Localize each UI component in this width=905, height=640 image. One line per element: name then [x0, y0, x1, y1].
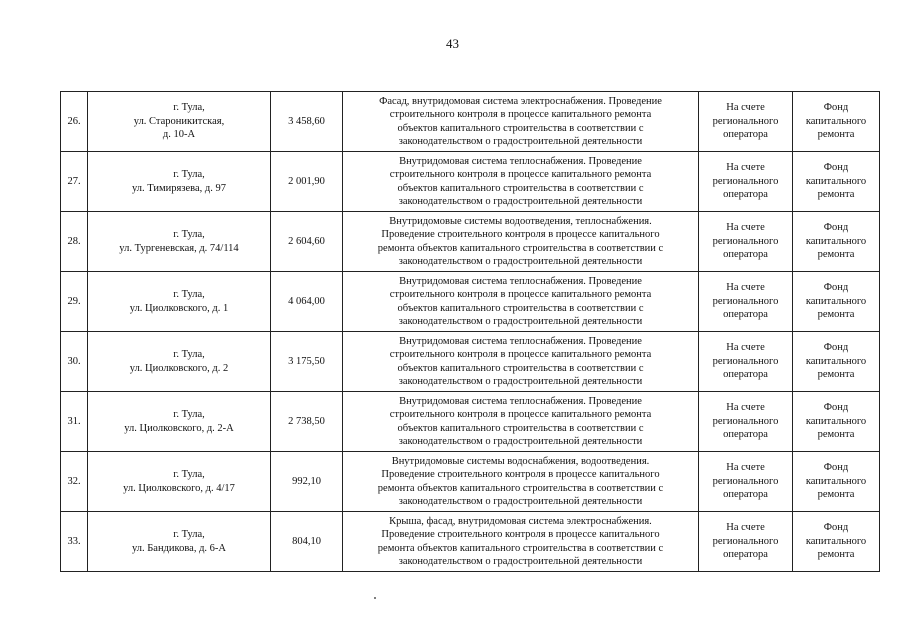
row-number: 29.	[61, 272, 88, 332]
fund-line: капитального	[805, 475, 867, 487]
cost-cell: 4 064,00	[271, 272, 343, 332]
account-holder-line: регионального	[712, 235, 779, 247]
cost-cell: 3 458,60	[271, 92, 343, 152]
cost-cell: 2 604,60	[271, 212, 343, 272]
account-holder-line: регионального	[712, 415, 779, 427]
account-holder-line: регионального	[712, 535, 779, 547]
work-description-line: ремонта объектов капитального строительства в соответствии с	[377, 482, 664, 494]
address-house: д. 10-А	[162, 129, 196, 141]
cost-cell: 2 738,50	[271, 392, 343, 452]
address-street: ул. Тургеневская, д. 74/114	[119, 242, 239, 254]
address-cell	[88, 512, 271, 572]
fund-line: ремонта	[817, 549, 855, 561]
table-row	[61, 92, 880, 152]
account-holder-line: На счете	[726, 522, 765, 534]
account-holder-line: На счете	[726, 102, 765, 114]
account-holder-cell	[699, 212, 793, 272]
account-holder-line: регионального	[712, 355, 779, 367]
address-city: г. Тула,	[173, 169, 205, 180]
address-city: г. Тула,	[173, 229, 205, 240]
work-description-line: законодательством о градостроительной деятельности	[398, 136, 643, 147]
work-description-line: строительного контроля в процессе капитального ремонта	[389, 169, 652, 180]
address-city: г. Тула,	[173, 469, 205, 480]
row-number: 30.	[61, 332, 88, 392]
work-description-line: объектов капитального строительства в соответствии с	[397, 422, 644, 434]
fund-line: Фонд	[823, 282, 849, 294]
account-holder-cell	[699, 452, 793, 512]
page-number: 43	[446, 36, 459, 51]
work-description-line: Проведение строительного контроля в процессе капитального	[381, 529, 660, 540]
work-description-line: Внутридомовая система теплоснабжения. Проведение	[399, 155, 642, 167]
address-street: ул. Циолковского, д. 2-А	[124, 422, 234, 434]
fund-cell	[793, 212, 880, 272]
work-description-cell	[343, 512, 699, 572]
fund-line: Фонд	[823, 162, 849, 174]
account-holder-line: оператора	[723, 489, 768, 501]
capital-repair-table	[60, 91, 880, 572]
work-description-line: строительного контроля в процессе капитального ремонта	[389, 109, 652, 120]
table-body	[61, 92, 880, 572]
account-holder-line: регионального	[712, 175, 779, 187]
account-holder-line: На счете	[726, 162, 765, 174]
fund-line: капитального	[805, 115, 867, 127]
fund-line: ремонта	[817, 489, 855, 501]
table-row	[61, 272, 880, 332]
table-row	[61, 212, 880, 272]
work-description-line: Внутридомовые системы водоотведения, теплоснабжения.	[389, 215, 652, 227]
work-description-cell	[343, 92, 699, 152]
work-description-line: строительного контроля в процессе капитального ремонта	[389, 289, 652, 300]
fund-line: капитального	[805, 295, 867, 307]
fund-line: ремонта	[817, 249, 855, 261]
address-city: г. Тула,	[173, 289, 205, 300]
work-description-line: Внутридомовая система теплоснабжения. Проведение	[399, 275, 642, 287]
fund-line: капитального	[805, 535, 867, 547]
work-description-line: ремонта объектов капитального строительства в соответствии с	[377, 542, 664, 554]
row-number: 28.	[61, 212, 88, 272]
table-row	[61, 512, 880, 572]
work-description-line: Внутридомовая система теплоснабжения. Проведение	[399, 335, 642, 347]
address-cell	[88, 392, 271, 452]
account-holder-cell	[699, 332, 793, 392]
row-number: 32.	[61, 452, 88, 512]
address-street: ул. Циолковского, д. 2	[129, 362, 229, 374]
address-street: ул. Бандикова, д. 6-А	[131, 542, 227, 554]
address-cell	[88, 272, 271, 332]
work-description-cell	[343, 452, 699, 512]
work-description-line: объектов капитального строительства в соответствии с	[397, 122, 644, 134]
fund-line: Фонд	[823, 462, 849, 474]
account-holder-cell	[699, 392, 793, 452]
row-number: 33.	[61, 512, 88, 572]
work-description-line: законодательством о градостроительной деятельности	[398, 376, 643, 387]
work-description-line: ремонта объектов капитального строительства в соответствии с	[377, 242, 664, 254]
work-description-line: Крыша, фасад, внутридомовая система электроснабжения.	[389, 515, 652, 527]
fund-cell	[793, 272, 880, 332]
account-holder-line: оператора	[723, 549, 768, 561]
address-cell	[88, 452, 271, 512]
account-holder-line: регионального	[712, 475, 779, 487]
cost-cell: 2 001,90	[271, 152, 343, 212]
work-description-cell	[343, 392, 699, 452]
row-number: 31.	[61, 392, 88, 452]
account-holder-line: На счете	[726, 282, 765, 294]
fund-line: капитального	[805, 235, 867, 247]
work-description-cell	[343, 152, 699, 212]
work-description-line: Внутридомовые системы водоснабжения, водоотведения.	[391, 455, 650, 467]
fund-line: капитального	[805, 355, 867, 367]
address-cell	[88, 92, 271, 152]
address-cell	[88, 152, 271, 212]
work-description-line: законодательством о градостроительной деятельности	[398, 196, 643, 207]
work-description-line: строительного контроля в процессе капитального ремонта	[389, 409, 652, 420]
work-description-line: объектов капитального строительства в соответствии с	[397, 362, 644, 374]
fund-line: капитального	[805, 415, 867, 427]
address-street: ул. Староникитская,	[133, 115, 225, 127]
address-city: г. Тула,	[173, 409, 205, 420]
account-holder-line: оператора	[723, 189, 768, 201]
work-description-line: законодательством о градостроительной деятельности	[398, 556, 643, 567]
address-cell	[88, 212, 271, 272]
fund-line: ремонта	[817, 129, 855, 141]
account-holder-cell	[699, 92, 793, 152]
fund-line: Фонд	[823, 222, 849, 234]
work-description-cell	[343, 332, 699, 392]
address-city: г. Тула,	[173, 349, 205, 360]
table-row	[61, 452, 880, 512]
account-holder-line: регионального	[712, 295, 779, 307]
work-description-line: Проведение строительного контроля в процессе капитального	[381, 469, 660, 480]
fund-line: Фонд	[823, 342, 849, 354]
fund-cell	[793, 92, 880, 152]
fund-line: ремонта	[817, 309, 855, 321]
work-description-line: Проведение строительного контроля в процессе капитального	[381, 229, 660, 240]
address-city: г. Тула,	[173, 529, 205, 540]
work-description-line: Внутридомовая система теплоснабжения. Проведение	[399, 395, 642, 407]
table-row	[61, 332, 880, 392]
account-holder-line: На счете	[726, 222, 765, 234]
work-description-line: законодательством о градостроительной деятельности	[398, 436, 643, 447]
work-description-cell	[343, 212, 699, 272]
work-description-line: строительного контроля в процессе капитального ремонта	[389, 349, 652, 360]
account-holder-cell	[699, 272, 793, 332]
account-holder-line: оператора	[723, 309, 768, 321]
fund-line: капитального	[805, 175, 867, 187]
cost-cell: 3 175,50	[271, 332, 343, 392]
work-description-line: законодательством о градостроительной деятельности	[398, 316, 643, 327]
address-street: ул. Тимирязева, д. 97	[131, 182, 227, 194]
fund-cell	[793, 512, 880, 572]
account-holder-line: На счете	[726, 402, 765, 414]
account-holder-line: оператора	[723, 129, 768, 141]
account-holder-line: На счете	[726, 342, 765, 354]
work-description-line: объектов капитального строительства в соответствии с	[397, 182, 644, 194]
account-holder-cell	[699, 152, 793, 212]
address-street: ул. Циолковского, д. 4/17	[123, 482, 235, 494]
account-holder-line: оператора	[723, 429, 768, 441]
fund-line: Фонд	[823, 402, 849, 414]
work-description-line: законодательством о градостроительной деятельности	[398, 496, 643, 507]
fund-line: ремонта	[817, 189, 855, 201]
fund-line: Фонд	[823, 522, 849, 534]
fund-cell	[793, 332, 880, 392]
work-description-line: законодательством о градостроительной деятельности	[398, 256, 643, 267]
account-holder-line: оператора	[723, 249, 768, 261]
cost-cell: 992,10	[271, 452, 343, 512]
address-cell	[88, 332, 271, 392]
row-number: 27.	[61, 152, 88, 212]
fund-cell	[793, 452, 880, 512]
fund-cell	[793, 152, 880, 212]
table-row	[61, 152, 880, 212]
stray-dot	[374, 597, 376, 599]
account-holder-cell	[699, 512, 793, 572]
address-street: ул. Циолковского, д. 1	[129, 302, 229, 314]
fund-cell	[793, 392, 880, 452]
row-number: 26.	[61, 92, 88, 152]
work-description-line: объектов капитального строительства в соответствии с	[397, 302, 644, 314]
fund-line: Фонд	[823, 102, 849, 114]
account-holder-line: оператора	[723, 369, 768, 381]
address-city: г. Тула,	[173, 102, 205, 114]
table-row	[61, 392, 880, 452]
account-holder-line: регионального	[712, 115, 779, 127]
fund-line: ремонта	[817, 429, 855, 441]
account-holder-line: На счете	[726, 462, 765, 474]
fund-line: ремонта	[817, 369, 855, 381]
work-description-cell	[343, 272, 699, 332]
cost-cell: 804,10	[271, 512, 343, 572]
work-description-line: Фасад, внутридомовая система электроснабжения. Проведение	[379, 95, 662, 107]
